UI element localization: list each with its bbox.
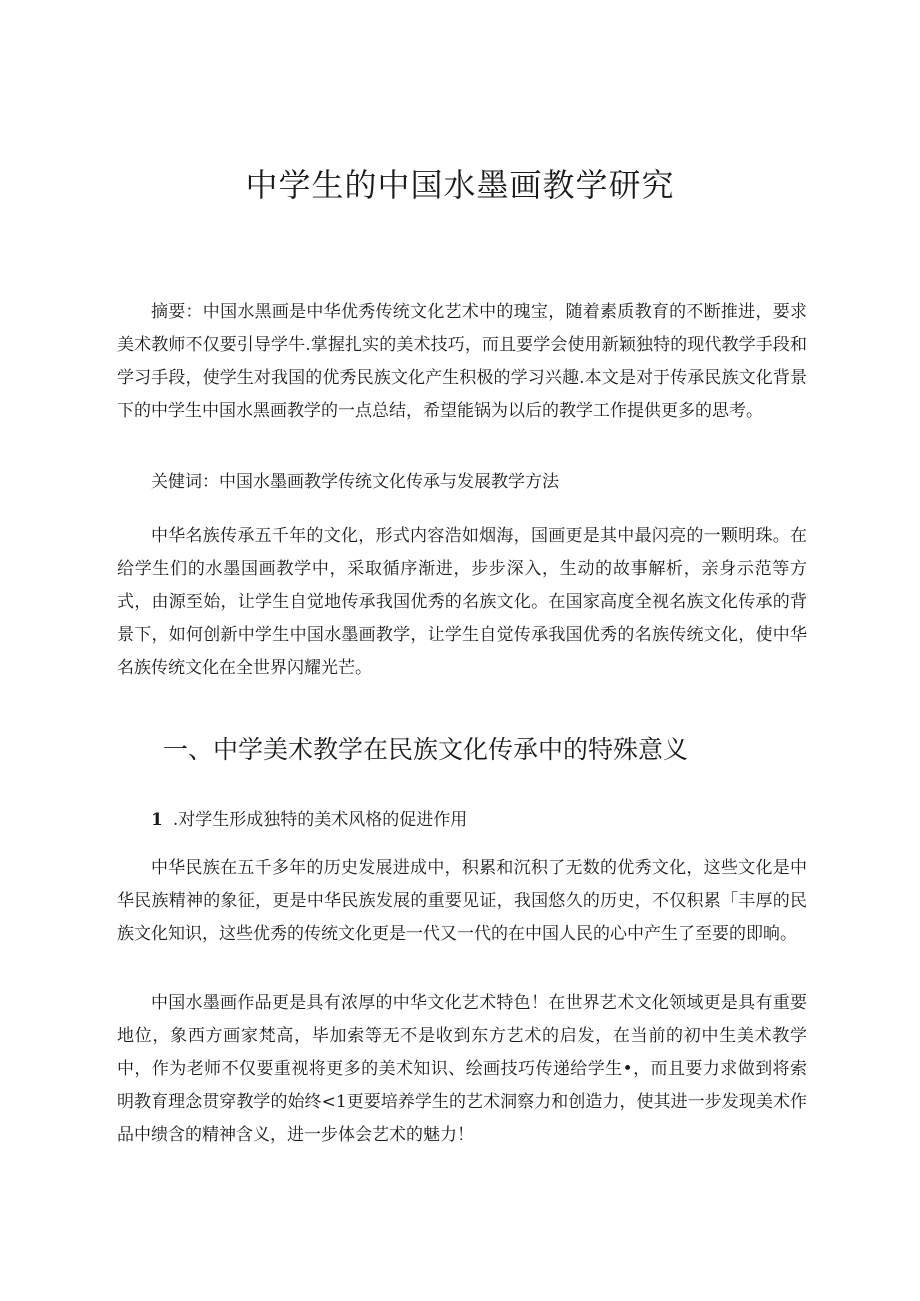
body-paragraph-2: 中国水墨画作品更是具有浓厚的中华文化艺术特色！在世界艺术文化领域更是具有重要地位，象西方画家梵高，毕加索等无不是收到东方艺术的启发，在当前的初中生美术教学中，作为老师不仅要重视将更多的美术知识、绘画技巧传递给学生•，而且要力求做到将索明教育理念贯穿教学的始终<1更要培养学生的艺术洞察力和创造力，使其进一步发现美术作品中缋含的精神含义，进一步体会艺术的魅力！ bbox=[117, 993, 807, 1145]
keywords-line: 关健词：中国水墨画教学传统文化传承与发展教学方法 bbox=[151, 472, 559, 492]
document-title: 中学生的中国水墨画教学研究 bbox=[245, 166, 675, 204]
abstract-paragraph: 摘要：中国水黑画是中华优秀传统文化艺术中的瑰宝，随着素质教育的不断推进，要求美术教师不仅要引导学牛.掌握扎实的美术技巧，而且要学会使用新颖独特的现代教学手段和学习手段，使学生对我国的优秀民族文化产生积极的学习兴趣.本文是对于传承民族文化背景下的中学生中国水黑画教学的一点总结，希望能锅为以后的教学工作提供更多的思考。 bbox=[117, 302, 807, 421]
intro-paragraph: 中华名族传承五千年的文化，形式内容浩如烟海，国画更是其中最闪亮的一颗明珠。在给学生们的水墨国画教学中，采取循序渐进，步步深入，生动的故事解析，亲身示范等方式，由源至始，让学生自觉地传承我国优秀的名族文化。在国家高度全视名族文化传承的背景下，如何创新中学生中国水墨画教学，让学生自觉传承我国优秀的名族传统文化，使中华名族传统文化在全世界闪耀光芒。 bbox=[117, 526, 807, 678]
body-paragraph-1: 中华民族在五千多年的历史发展进成中，积累和沉积了无数的优秀文化，这些文化是中华民族精神的象征，更是中华民族发展的重要见证，我国悠久的历史，不仅积累「丰厚的民族文化知识，这些优秀的传统文化更是一代又一代的在中国人民的心中产生了至要的即晌。 bbox=[117, 858, 807, 944]
subsection-heading bbox=[151, 804, 467, 837]
section-heading: 一、中学美术教学在民族文化传承中的特殊意义 bbox=[163, 735, 689, 764]
subsection-title: .对学生形成独特的美术风格的促进作用 bbox=[172, 810, 468, 830]
subsection-number: 1 bbox=[151, 810, 163, 830]
